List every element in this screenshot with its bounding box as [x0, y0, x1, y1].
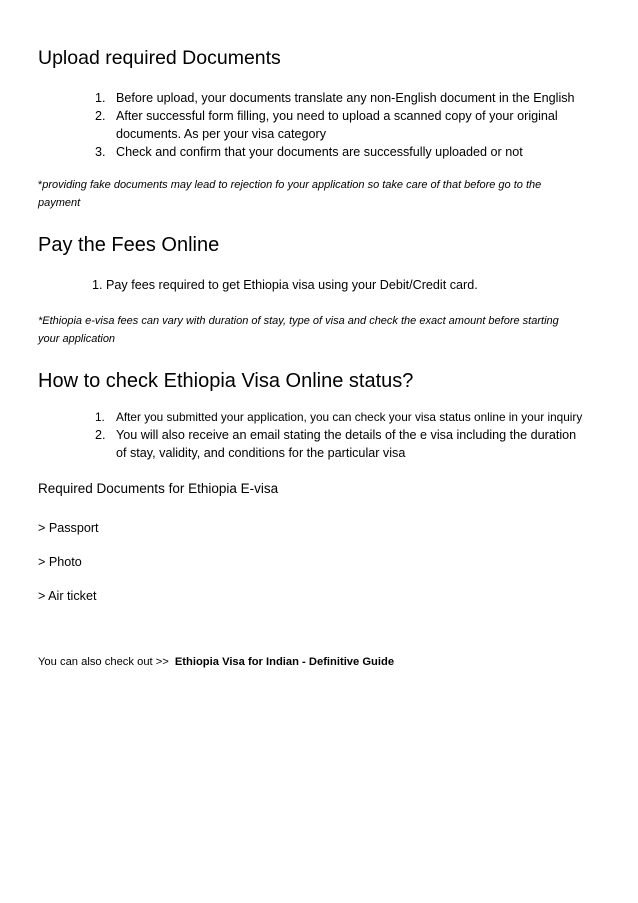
list-item-text: You will also receive an email stating the details of the e visa including the duration [116, 428, 577, 442]
note-text: providing fake documents may lead to rejection fo your application so take care of that before go to the [42, 179, 542, 191]
list-item [95, 107, 575, 143]
pay-fees-step: 1. Pay fees required to get Ethiopia visa using your Debit/Credit card. [92, 278, 478, 292]
list-item [95, 408, 583, 426]
note-text-continued: payment [38, 197, 81, 209]
list-number: 2. [95, 428, 106, 442]
status-steps-list [95, 408, 583, 462]
required-document-item: > Passport [38, 521, 99, 535]
fake-documents-note [38, 176, 608, 212]
upload-steps-list [95, 89, 575, 161]
list-number: 1. [95, 410, 105, 424]
list-item-text: Before upload, your documents translate any non-English document in the English [116, 91, 575, 105]
visa-fees-note [38, 312, 608, 348]
upload-documents-heading: Upload required Documents [38, 47, 281, 69]
check-out-line [38, 653, 394, 671]
list-item [95, 426, 582, 462]
note-asterisk: * [38, 179, 43, 191]
ethiopia-visa-guide-link[interactable]: Ethiopia Visa for Indian - Definitive Guide [174, 656, 395, 668]
visa-status-heading: How to check Ethiopia Visa Online status? [38, 370, 414, 392]
required-document-item: > Photo [38, 555, 82, 569]
pay-fees-heading: Pay the Fees Online [38, 234, 220, 256]
list-item-text-continued: documents. As per your visa category [116, 127, 326, 141]
required-document-item: > Air ticket [38, 589, 97, 603]
check-out-prefix: You can also check out >> [38, 656, 169, 668]
list-item-text: After successful form filling, you need to upload a scanned copy of your original [116, 109, 558, 123]
list-item [95, 89, 575, 107]
note-text: *Ethiopia e-visa fees can vary with duration of stay, type of visa and check the exact amount before starting [38, 315, 559, 327]
list-item [95, 143, 575, 161]
list-number: 3. [95, 145, 106, 159]
list-number: 1. [95, 91, 106, 105]
required-documents-heading: Required Documents for Ethiopia E-visa [38, 481, 279, 496]
list-item-text: After you submitted your application, you can check your visa status online in your inquiry [116, 410, 583, 424]
list-number: 2. [95, 109, 106, 123]
note-text-continued: your application [38, 333, 116, 345]
list-item-text-continued: of stay, validity, and conditions for the particular visa [116, 446, 406, 460]
list-item-text: Check and confirm that your documents are successfully uploaded or not [116, 145, 523, 159]
